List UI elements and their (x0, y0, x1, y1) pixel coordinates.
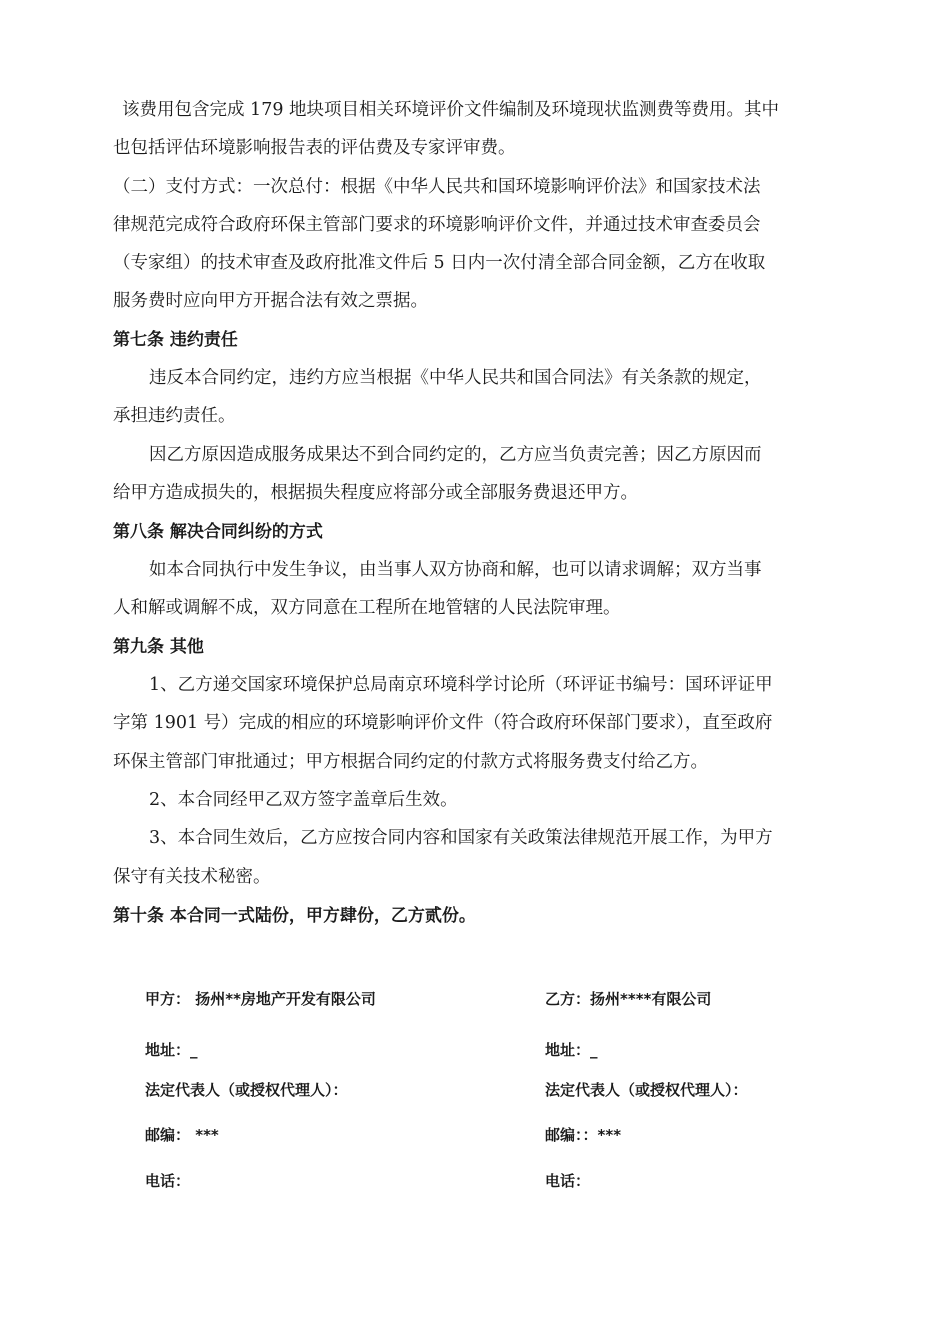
article-8-heading: 第八条 解决合同纠纷的方式 (113, 522, 323, 542)
fee-scope-line-1: 该费用包含完成 179 地块项目相关环境评价文件编制及环境现状监测费等费用。其中 (122, 100, 780, 120)
article-10-heading: 第十条 本合同一式陆份，甲方肆份，乙方贰份。 (113, 906, 476, 926)
party-a-name: 甲方： 扬州**房地产开发有限公司 (145, 990, 376, 1008)
article-9-item-3-line-1: 3、本合同生效后，乙方应按合同内容和国家有关政策法律规范开展工作，为甲方 (149, 828, 773, 848)
article-9-item-1-line-2: 字第 1901 号）完成的相应的环境影响评价文件（符合政府环保部门要求），直至政府 (113, 713, 773, 733)
article-7-p1-line-2: 承担违约责任。 (113, 406, 236, 426)
article-7-p2-line-2: 给甲方造成损失的，根据损失程度应将部分或全部服务费退还甲方。 (113, 483, 638, 503)
article-7-p1-line-1: 违反本合同约定，违约方应当根据《中华人民共和国合同法》有关条款的规定， (149, 368, 762, 388)
article-9-item-1-line-1: 1、乙方递交国家环境保护总局南京环境科学讨论所（环评证书编号：国环评证甲 (149, 675, 773, 695)
article-8-p1-line-2: 人和解或调解不成，双方同意在工程所在地管辖的人民法院审理。 (113, 598, 621, 618)
payment-line-2: 律规范完成符合政府环保主管部门要求的环境影响评价文件，并通过技术审查委员会 (113, 215, 761, 235)
party-b-postcode: 邮编：：*** (545, 1126, 622, 1144)
article-9-item-2: 2、本合同经甲乙双方签字盖章后生效。 (149, 790, 458, 810)
party-b-name: 乙方：扬州****有限公司 (545, 990, 712, 1008)
party-a-address: 地址：_ (145, 1041, 198, 1059)
party-a-legal-rep: 法定代表人（或授权代理人）： (145, 1081, 348, 1099)
payment-line-3: （专家组）的技术审查及政府批准文件后 5 日内一次付清全部合同金额，乙方在收取 (113, 253, 766, 273)
article-9-item-3-line-2: 保守有关技术秘密。 (113, 867, 271, 887)
article-7-heading: 第七条 违约责任 (113, 330, 238, 350)
article-9-heading: 第九条 其他 (113, 637, 204, 657)
article-9-item-1-line-3: 环保主管部门审批通过；甲方根据合同约定的付款方式将服务费支付给乙方。 (113, 752, 708, 772)
article-8-p1-line-1: 如本合同执行中发生争议，由当事人双方协商和解，也可以请求调解；双方当事 (149, 560, 762, 580)
fee-scope-line-2: 也包括评估环境影响报告表的评估费及专家评审费。 (113, 138, 516, 158)
party-b-address: 地址：_ (545, 1041, 598, 1059)
party-b-phone: 电话： (545, 1172, 591, 1190)
party-a-phone: 电话： (145, 1172, 191, 1190)
article-7-p2-line-1: 因乙方原因造成服务成果达不到合同约定的，乙方应当负责完善；因乙方原因而 (149, 445, 762, 465)
payment-line-4: 服务费时应向甲方开据合法有效之票据。 (113, 291, 428, 311)
party-b-legal-rep: 法定代表人（或授权代理人）： (545, 1081, 748, 1099)
party-a-postcode: 邮编： *** (145, 1126, 219, 1144)
payment-line-1: （二）支付方式：一次总付：根据《中华人民共和国环境影响评价法》和国家技术法 (113, 177, 761, 197)
